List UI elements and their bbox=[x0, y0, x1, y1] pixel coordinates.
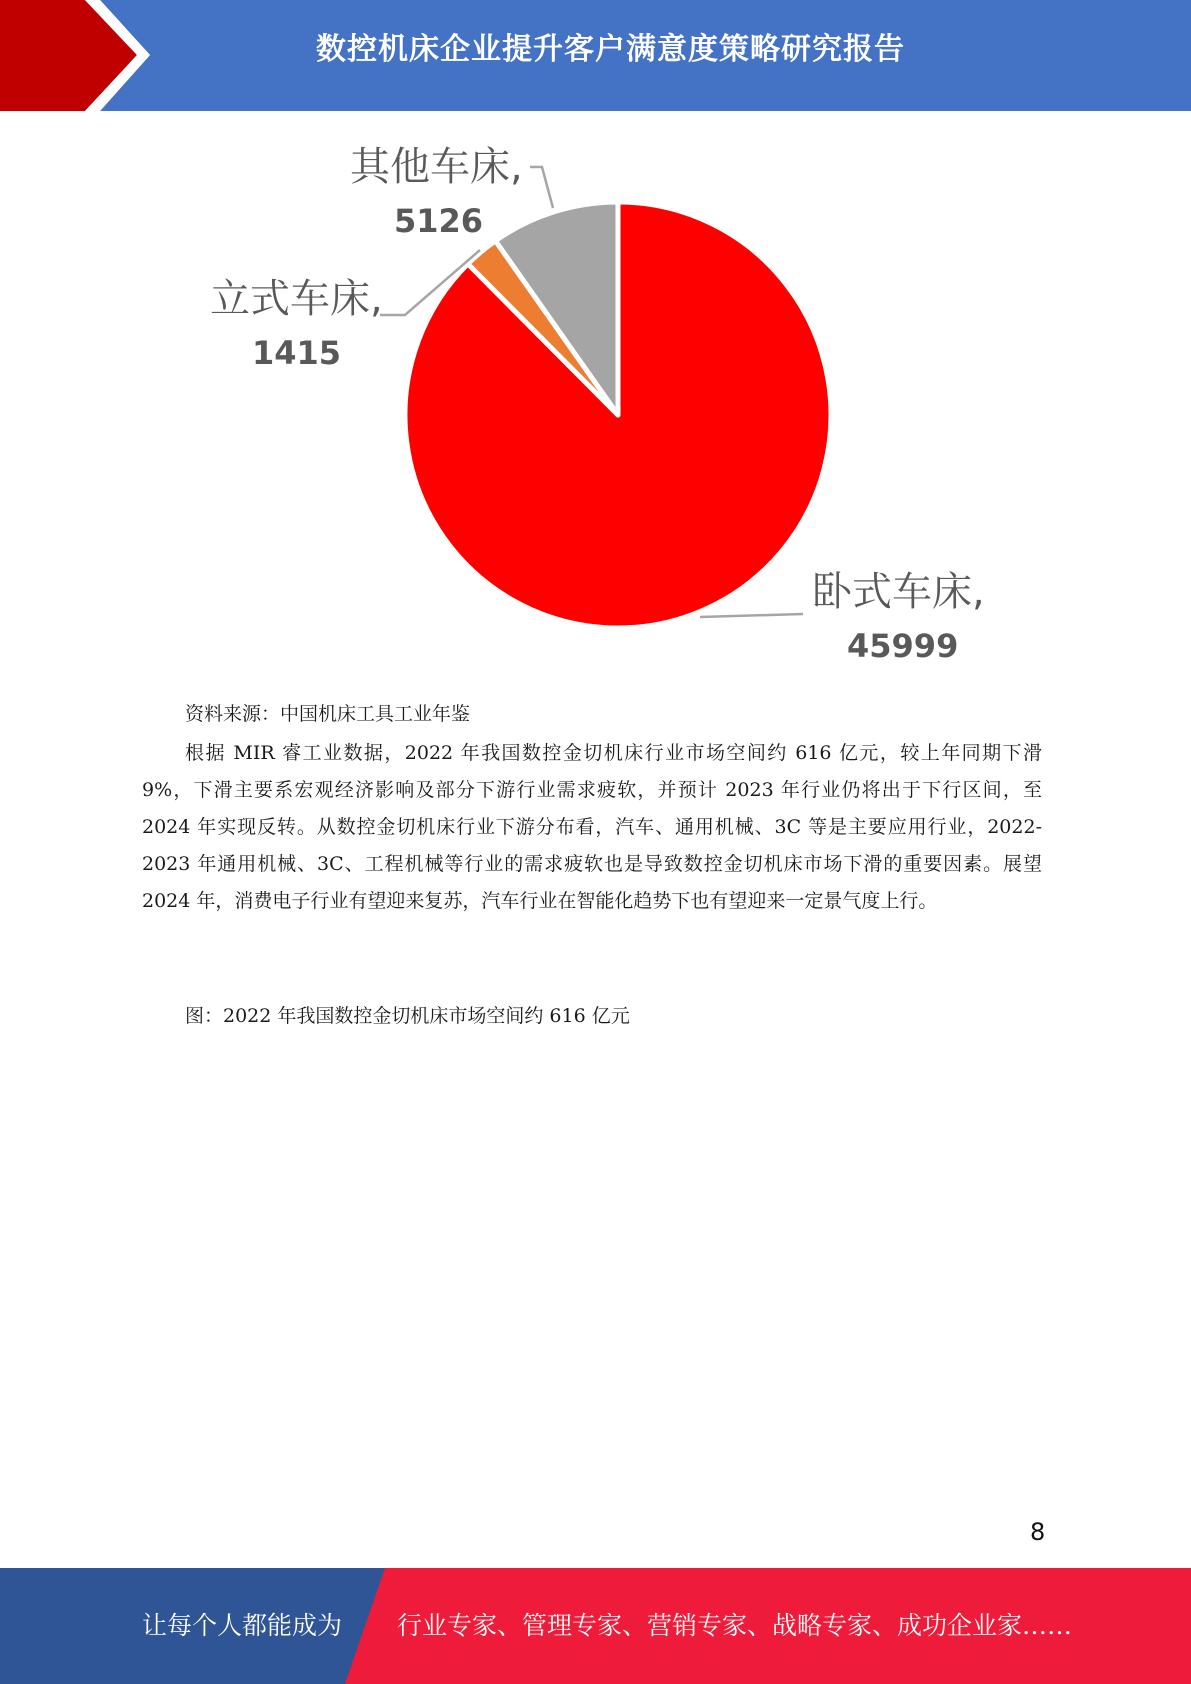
figure-caption: 图：2022 年我国数控金切机床市场空间约 616 亿元 bbox=[185, 1005, 630, 1027]
pie-slice-label: 立式车床, bbox=[210, 276, 383, 322]
footer-slogan-left: 让每个人都能成为 bbox=[142, 1611, 343, 1640]
footer-slogan-right: 行业专家、管理专家、营销专家、战略专家、成功企业家…… bbox=[397, 1611, 1073, 1640]
pie-slice-label: 卧式车床, bbox=[812, 569, 985, 615]
pie-slice-value: 45999 bbox=[847, 627, 959, 665]
pie-slice-label: 其他车床, bbox=[350, 144, 523, 190]
pie-chart bbox=[0, 130, 1191, 690]
pie-slice-value: 1415 bbox=[252, 334, 342, 372]
body-paragraph: 根据 MIR 睿工业数据，2022 年我国数控金切机床行业市场空间约 616 亿元，较上年同期下滑 9%，下滑主要系宏观经济影响及部分下游行业需求疲软，并预计 2023 年行业仍将出于下行区间，至 2024 年实现反转。从数控金切机床行业下游分布看，汽车、通用机械、3C 等是主要应用行业，2022-2023 年通用机械、3C、工程机械等行业的需求疲软也是导致数控金切机床市场下滑的重要因素。展望 2024 年，消费电子行业有望迎来复苏，汽车行业在智能化趋势下也有望迎来一定景气度上行。 bbox=[142, 742, 1042, 912]
page-number: 8 bbox=[1030, 1518, 1046, 1546]
source-note: 资料来源：中国机床工具工业年鉴 bbox=[185, 703, 471, 725]
pie-chart-svg bbox=[0, 130, 1191, 690]
pie-leader-line bbox=[700, 614, 803, 617]
footer-band bbox=[0, 1568, 1191, 1684]
pie-slice-value: 5126 bbox=[394, 202, 484, 240]
header-band bbox=[0, 0, 1191, 111]
report-title: 数控机床企业提升客户满意度策略研究报告 bbox=[316, 32, 905, 67]
pie-leader-line bbox=[530, 167, 553, 208]
